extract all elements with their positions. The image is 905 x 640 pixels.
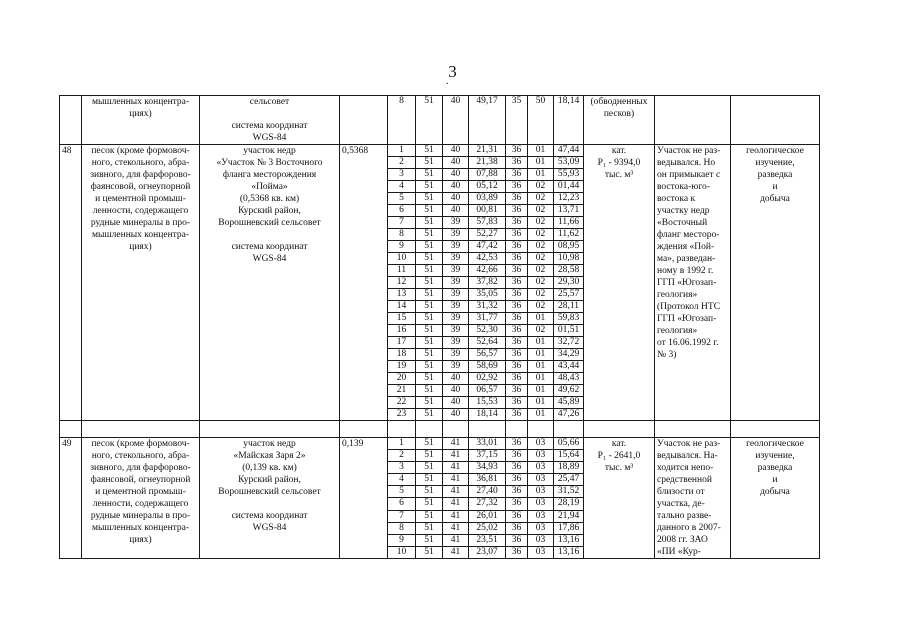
coordinate-value: 11,66 bbox=[554, 217, 584, 229]
entry-number-cell: 48 bbox=[60, 145, 82, 421]
coordinate-value: 40 bbox=[443, 385, 469, 397]
area-cell bbox=[340, 96, 388, 145]
point-number: 18 bbox=[388, 349, 416, 361]
spacer-cell bbox=[731, 421, 820, 438]
coordinate-value: 31,52 bbox=[554, 486, 584, 498]
mineral-cell-text: песок (кроме формовоч- ного, стекольного, абра- зивного, для фарфорово- фаянсовой, огнеупорной и цементной промыш- ленности, содержащего рудные минералы в про- мышленных концентра- циях) bbox=[90, 439, 191, 545]
reserves-cell bbox=[584, 438, 655, 559]
coordinate-value: 51 bbox=[416, 301, 443, 313]
coordinate-value: 21,94 bbox=[554, 510, 584, 522]
coordinate-value: 40 bbox=[443, 169, 469, 181]
coordinate-value: 10,98 bbox=[554, 253, 584, 265]
coordinate-value: 39 bbox=[443, 337, 469, 349]
point-number: 7 bbox=[388, 510, 416, 522]
coordinate-value: 39 bbox=[443, 301, 469, 313]
coordinate-value: 31,77 bbox=[469, 313, 506, 325]
spacer-cell bbox=[528, 421, 554, 438]
site-cell-text: участок недр «Участок № 3 Восточного фланга месторождения «Пойма» (0,5368 кв. км) Курский район, Ворошневский сельсовет система координат WGS-84 bbox=[216, 146, 323, 264]
spacer-cell bbox=[655, 421, 731, 438]
coordinate-value: 25,57 bbox=[554, 289, 584, 301]
table-row bbox=[60, 438, 820, 450]
coordinate-value: 03 bbox=[528, 498, 554, 510]
coordinate-value: 23,07 bbox=[469, 546, 506, 558]
coordinate-value: 36 bbox=[506, 181, 528, 193]
coordinate-value: 36 bbox=[506, 277, 528, 289]
coordinate-value: 51 bbox=[416, 373, 443, 385]
coordinate-value: 11,62 bbox=[554, 229, 584, 241]
coordinate-value: 08,95 bbox=[554, 241, 584, 253]
coordinate-value: 36 bbox=[506, 361, 528, 373]
point-number: 10 bbox=[388, 546, 416, 558]
spacer-cell bbox=[554, 421, 584, 438]
coordinate-value: 21,31 bbox=[469, 145, 506, 157]
coordinate-value: 56,57 bbox=[469, 349, 506, 361]
coordinate-value: 17,86 bbox=[554, 522, 584, 534]
coordinate-value: 51 bbox=[416, 337, 443, 349]
coordinate-value: 51 bbox=[416, 145, 443, 157]
coordinate-value: 36 bbox=[506, 450, 528, 462]
coordinate-value: 51 bbox=[416, 534, 443, 546]
point-number: 9 bbox=[388, 241, 416, 253]
coordinate-value: 36 bbox=[506, 253, 528, 265]
area-cell: 0,5368 bbox=[340, 145, 388, 421]
coordinate-value: 47,44 bbox=[554, 145, 584, 157]
coordinate-value: 37,82 bbox=[469, 277, 506, 289]
coordinate-value: 36 bbox=[506, 289, 528, 301]
coordinate-value: 03 bbox=[528, 522, 554, 534]
coordinate-value: 41 bbox=[443, 438, 469, 450]
coordinate-value: 40 bbox=[443, 96, 469, 145]
coordinate-value: 36 bbox=[506, 474, 528, 486]
coordinate-value: 51 bbox=[416, 361, 443, 373]
point-number: 10 bbox=[388, 253, 416, 265]
page-number: 3 bbox=[448, 62, 457, 81]
spacer-cell bbox=[443, 421, 469, 438]
coordinate-value: 39 bbox=[443, 277, 469, 289]
coordinate-value: 39 bbox=[443, 229, 469, 241]
coordinate-value: 51 bbox=[416, 486, 443, 498]
coordinate-value: 37,15 bbox=[469, 450, 506, 462]
coordinate-value: 23,51 bbox=[469, 534, 506, 546]
coordinate-value: 51 bbox=[416, 241, 443, 253]
spacer-cell bbox=[416, 421, 443, 438]
coordinate-value: 01 bbox=[528, 349, 554, 361]
site-cell bbox=[200, 96, 340, 145]
coordinate-value: 51 bbox=[416, 438, 443, 450]
table-row bbox=[60, 145, 820, 157]
point-number: 3 bbox=[388, 169, 416, 181]
point-number: 1 bbox=[388, 145, 416, 157]
point-number: 19 bbox=[388, 361, 416, 373]
site-cell bbox=[200, 145, 340, 421]
spacer-cell bbox=[469, 421, 506, 438]
mineral-cell bbox=[82, 96, 200, 145]
point-number: 5 bbox=[388, 193, 416, 205]
coordinate-value: 13,16 bbox=[554, 534, 584, 546]
coordinate-value: 39 bbox=[443, 241, 469, 253]
coordinate-value: 02 bbox=[528, 301, 554, 313]
spacer-cell bbox=[388, 421, 416, 438]
condition-cell-text: Участок не раз- ведывался. На- ходится непо- средственной близости от участка, де- тально разве- данного в 2007- 2008 гг. ЗАО «ПИ «Кур- bbox=[657, 439, 721, 557]
coordinate-value: 36 bbox=[506, 193, 528, 205]
coordinate-value: 02 bbox=[528, 241, 554, 253]
coordinate-value: 51 bbox=[416, 96, 443, 145]
coordinate-value: 36,81 bbox=[469, 474, 506, 486]
use-cell-text: геологическое изучение, разведка и добыча bbox=[746, 439, 804, 497]
coordinate-value: 12,23 bbox=[554, 193, 584, 205]
coordinate-value: 51 bbox=[416, 313, 443, 325]
coordinate-value: 01 bbox=[528, 361, 554, 373]
coordinate-value: 01 bbox=[528, 145, 554, 157]
coordinate-value: 02 bbox=[528, 265, 554, 277]
coordinate-value: 58,69 bbox=[469, 361, 506, 373]
spacer-cell bbox=[584, 421, 655, 438]
entry-number-cell: 49 bbox=[60, 438, 82, 559]
coordinate-value: 51 bbox=[416, 462, 443, 474]
coordinate-value: 27,32 bbox=[469, 498, 506, 510]
coordinate-value: 36 bbox=[506, 462, 528, 474]
reserves-cell bbox=[584, 145, 655, 421]
coordinate-value: 05,66 bbox=[554, 438, 584, 450]
coordinate-value: 51 bbox=[416, 474, 443, 486]
coordinate-value: 03 bbox=[528, 534, 554, 546]
coordinate-value: 51 bbox=[416, 498, 443, 510]
coordinate-value: 36 bbox=[506, 486, 528, 498]
coordinate-value: 03 bbox=[528, 510, 554, 522]
point-number: 23 bbox=[388, 409, 416, 421]
coordinate-value: 03 bbox=[528, 546, 554, 558]
mineral-cell bbox=[82, 145, 200, 421]
coordinate-value: 01 bbox=[528, 397, 554, 409]
coordinate-value: 00,81 bbox=[469, 205, 506, 217]
point-number: 15 bbox=[388, 313, 416, 325]
coordinate-value: 29,30 bbox=[554, 277, 584, 289]
coordinate-value: 01 bbox=[528, 409, 554, 421]
coordinate-value: 36 bbox=[506, 546, 528, 558]
point-number: 8 bbox=[388, 96, 416, 145]
coordinate-value: 52,64 bbox=[469, 337, 506, 349]
reserves-cell bbox=[584, 96, 655, 145]
point-number: 1 bbox=[388, 438, 416, 450]
coordinate-value: 41 bbox=[443, 534, 469, 546]
coordinate-value: 52,27 bbox=[469, 229, 506, 241]
coordinate-value: 26,01 bbox=[469, 510, 506, 522]
coordinate-value: 36 bbox=[506, 145, 528, 157]
coordinate-value: 39 bbox=[443, 253, 469, 265]
coordinate-value: 28,58 bbox=[554, 265, 584, 277]
coordinate-value: 36 bbox=[506, 385, 528, 397]
condition-cell bbox=[655, 96, 731, 145]
coordinate-value: 53,09 bbox=[554, 157, 584, 169]
reserves-cell-text: (обводненных песков) bbox=[590, 97, 648, 119]
entry-number-cell bbox=[60, 96, 82, 145]
coordinate-value: 39 bbox=[443, 289, 469, 301]
coordinate-value: 13,16 bbox=[554, 546, 584, 558]
coordinate-value: 41 bbox=[443, 498, 469, 510]
coordinate-value: 40 bbox=[443, 193, 469, 205]
coordinate-value: 51 bbox=[416, 181, 443, 193]
coordinate-value: 39 bbox=[443, 265, 469, 277]
point-number: 8 bbox=[388, 522, 416, 534]
coordinate-value: 51 bbox=[416, 325, 443, 337]
coordinate-value: 52,30 bbox=[469, 325, 506, 337]
page-mark: . bbox=[446, 76, 449, 87]
coordinate-value: 34,29 bbox=[554, 349, 584, 361]
point-number: 8 bbox=[388, 229, 416, 241]
coordinate-value: 03 bbox=[528, 486, 554, 498]
coordinate-value: 51 bbox=[416, 193, 443, 205]
area-cell: 0,139 bbox=[340, 438, 388, 559]
point-number: 4 bbox=[388, 474, 416, 486]
condition-cell bbox=[655, 438, 731, 559]
coordinate-value: 48,43 bbox=[554, 373, 584, 385]
spacer-cell bbox=[60, 421, 82, 438]
coordinate-value: 36 bbox=[506, 498, 528, 510]
coordinate-value: 51 bbox=[416, 349, 443, 361]
coordinate-value: 36 bbox=[506, 325, 528, 337]
coordinate-value: 02 bbox=[528, 253, 554, 265]
coordinate-value: 49,17 bbox=[469, 96, 506, 145]
coordinate-value: 51 bbox=[416, 157, 443, 169]
coordinate-value: 51 bbox=[416, 289, 443, 301]
coordinate-value: 51 bbox=[416, 205, 443, 217]
coordinate-value: 18,14 bbox=[554, 96, 584, 145]
coordinate-value: 01,44 bbox=[554, 181, 584, 193]
coordinate-value: 25,02 bbox=[469, 522, 506, 534]
coordinate-value: 49,62 bbox=[554, 385, 584, 397]
point-number: 6 bbox=[388, 205, 416, 217]
coordinate-value: 51 bbox=[416, 277, 443, 289]
coordinate-value: 57,83 bbox=[469, 217, 506, 229]
coordinate-value: 02,92 bbox=[469, 373, 506, 385]
coordinate-value: 40 bbox=[443, 373, 469, 385]
coordinate-value: 06,57 bbox=[469, 385, 506, 397]
mineral-cell bbox=[82, 438, 200, 559]
point-number: 17 bbox=[388, 337, 416, 349]
coordinate-value: 36 bbox=[506, 510, 528, 522]
coordinate-value: 51 bbox=[416, 217, 443, 229]
subsoil-register-table bbox=[59, 95, 820, 559]
site-cell-text: участок недр «Майская Заря 2» (0,139 кв. км) Курский район, Ворошневский сельсовет система координат WGS-84 bbox=[218, 439, 321, 533]
coordinate-value: 51 bbox=[416, 169, 443, 181]
point-number: 9 bbox=[388, 534, 416, 546]
coordinate-value: 43,44 bbox=[554, 361, 584, 373]
coordinate-value: 34,93 bbox=[469, 462, 506, 474]
coordinate-value: 51 bbox=[416, 450, 443, 462]
site-cell-text: сельсовет система координат WGS-84 bbox=[231, 97, 308, 143]
coordinate-value: 40 bbox=[443, 409, 469, 421]
point-number: 2 bbox=[388, 450, 416, 462]
coordinate-value: 02 bbox=[528, 205, 554, 217]
coordinate-value: 59,83 bbox=[554, 313, 584, 325]
coordinate-value: 03 bbox=[528, 462, 554, 474]
spacer-cell bbox=[506, 421, 528, 438]
coordinate-value: 51 bbox=[416, 265, 443, 277]
coordinate-value: 40 bbox=[443, 181, 469, 193]
point-number: 14 bbox=[388, 301, 416, 313]
coordinate-value: 36 bbox=[506, 397, 528, 409]
coordinate-value: 36 bbox=[506, 337, 528, 349]
coordinate-value: 40 bbox=[443, 397, 469, 409]
coordinate-value: 40 bbox=[443, 205, 469, 217]
coordinate-value: 51 bbox=[416, 385, 443, 397]
coordinate-value: 36 bbox=[506, 313, 528, 325]
point-number: 2 bbox=[388, 157, 416, 169]
coordinate-value: 41 bbox=[443, 486, 469, 498]
coordinate-value: 41 bbox=[443, 546, 469, 558]
coordinate-value: 03 bbox=[528, 474, 554, 486]
coordinate-value: 40 bbox=[443, 157, 469, 169]
mineral-cell-text: мышленных концентра- циях) bbox=[91, 97, 190, 119]
coordinate-value: 02 bbox=[528, 217, 554, 229]
coordinate-value: 51 bbox=[416, 397, 443, 409]
coordinate-value: 03 bbox=[528, 450, 554, 462]
coordinate-value: 02 bbox=[528, 289, 554, 301]
coordinate-value: 21,38 bbox=[469, 157, 506, 169]
coordinate-value: 42,53 bbox=[469, 253, 506, 265]
coordinate-value: 02 bbox=[528, 325, 554, 337]
coordinate-value: 31,32 bbox=[469, 301, 506, 313]
coordinate-value: 32,72 bbox=[554, 337, 584, 349]
coordinate-value: 01 bbox=[528, 373, 554, 385]
reserves-cell-text: кат. P₁ - 2641,0 тыс. м³ bbox=[597, 439, 641, 473]
coordinate-value: 36 bbox=[506, 169, 528, 181]
point-number: 3 bbox=[388, 462, 416, 474]
coordinate-value: 36 bbox=[506, 157, 528, 169]
coordinate-value: 39 bbox=[443, 313, 469, 325]
coordinate-value: 03 bbox=[528, 438, 554, 450]
continuation-row bbox=[60, 96, 820, 145]
coordinate-value: 01 bbox=[528, 313, 554, 325]
coordinate-value: 25,47 bbox=[554, 474, 584, 486]
coordinate-value: 36 bbox=[506, 229, 528, 241]
coordinate-value: 41 bbox=[443, 474, 469, 486]
spacer-cell bbox=[200, 421, 340, 438]
coordinate-value: 51 bbox=[416, 510, 443, 522]
point-number: 4 bbox=[388, 181, 416, 193]
coordinate-value: 39 bbox=[443, 361, 469, 373]
coordinate-value: 39 bbox=[443, 325, 469, 337]
coordinate-value: 01,51 bbox=[554, 325, 584, 337]
coordinate-value: 01 bbox=[528, 385, 554, 397]
point-number: 7 bbox=[388, 217, 416, 229]
coordinate-value: 40 bbox=[443, 145, 469, 157]
coordinate-value: 05,12 bbox=[469, 181, 506, 193]
coordinate-value: 51 bbox=[416, 546, 443, 558]
coordinate-value: 15,53 bbox=[469, 397, 506, 409]
coordinate-value: 41 bbox=[443, 450, 469, 462]
coordinate-value: 36 bbox=[506, 522, 528, 534]
coordinate-value: 36 bbox=[506, 438, 528, 450]
point-number: 22 bbox=[388, 397, 416, 409]
point-number: 6 bbox=[388, 498, 416, 510]
coordinate-value: 36 bbox=[506, 409, 528, 421]
point-number: 16 bbox=[388, 325, 416, 337]
point-number: 21 bbox=[388, 385, 416, 397]
point-number: 20 bbox=[388, 373, 416, 385]
coordinate-value: 01 bbox=[528, 157, 554, 169]
spacer-cell bbox=[82, 421, 200, 438]
condition-cell-text: Участок не раз- ведывался. Но он примыкает с востока-юго- востока к участку недр «Восточный фланг месторо- ждения «Пой- ма», разведан- ному в 1992 г. ГГП «Югозап- геология» (Протокол НТС ГГП «Югозап- геология» от 16.06.1992 г. № 3) bbox=[657, 146, 721, 360]
spacer-cell bbox=[340, 421, 388, 438]
coordinate-value: 36 bbox=[506, 265, 528, 277]
coordinate-value: 42,66 bbox=[469, 265, 506, 277]
reserves-cell-text: кат. P₁ - 9394,0 тыс. м³ bbox=[597, 146, 641, 180]
coordinate-value: 35,05 bbox=[469, 289, 506, 301]
coordinate-value: 02 bbox=[528, 181, 554, 193]
coordinate-value: 18,89 bbox=[554, 462, 584, 474]
coordinate-value: 28,19 bbox=[554, 498, 584, 510]
coordinate-value: 13,71 bbox=[554, 205, 584, 217]
coordinate-value: 01 bbox=[528, 337, 554, 349]
coordinate-value: 01 bbox=[528, 169, 554, 181]
coordinate-value: 02 bbox=[528, 277, 554, 289]
coordinate-value: 51 bbox=[416, 253, 443, 265]
use-cell bbox=[731, 96, 820, 145]
spacer-row bbox=[60, 421, 820, 438]
coordinate-value: 39 bbox=[443, 349, 469, 361]
coordinate-value: 02 bbox=[528, 193, 554, 205]
point-number: 5 bbox=[388, 486, 416, 498]
coordinate-value: 36 bbox=[506, 373, 528, 385]
coordinate-value: 47,26 bbox=[554, 409, 584, 421]
use-cell bbox=[731, 145, 820, 421]
coordinate-value: 50 bbox=[528, 96, 554, 145]
coordinate-value: 18,14 bbox=[469, 409, 506, 421]
point-number: 13 bbox=[388, 289, 416, 301]
coordinate-value: 36 bbox=[506, 301, 528, 313]
coordinate-value: 36 bbox=[506, 241, 528, 253]
coordinate-value: 36 bbox=[506, 534, 528, 546]
condition-cell bbox=[655, 145, 731, 421]
coordinate-value: 41 bbox=[443, 510, 469, 522]
coordinate-value: 51 bbox=[416, 409, 443, 421]
use-cell-text: геологическое изучение, разведка и добыча bbox=[746, 146, 804, 204]
coordinate-value: 55,93 bbox=[554, 169, 584, 181]
coordinate-value: 15,64 bbox=[554, 450, 584, 462]
coordinate-value: 36 bbox=[506, 349, 528, 361]
point-number: 11 bbox=[388, 265, 416, 277]
site-cell bbox=[200, 438, 340, 559]
point-number: 12 bbox=[388, 277, 416, 289]
coordinate-value: 03,89 bbox=[469, 193, 506, 205]
mineral-cell-text: песок (кроме формовоч- ного, стекольного, абра- зивного, для фарфорово- фаянсовой, огнеупорной и цементной промыш- ленности, содержащего рудные минералы в про- мышленных концентра- циях) bbox=[90, 146, 191, 252]
coordinate-value: 39 bbox=[443, 217, 469, 229]
coordinate-value: 28,11 bbox=[554, 301, 584, 313]
use-cell bbox=[731, 438, 820, 559]
coordinate-value: 51 bbox=[416, 229, 443, 241]
coordinate-value: 36 bbox=[506, 217, 528, 229]
coordinate-value: 02 bbox=[528, 229, 554, 241]
coordinate-value: 36 bbox=[506, 205, 528, 217]
coordinate-value: 45,89 bbox=[554, 397, 584, 409]
coordinate-value: 41 bbox=[443, 522, 469, 534]
coordinate-value: 35 bbox=[506, 96, 528, 145]
coordinate-value: 51 bbox=[416, 522, 443, 534]
coordinate-value: 27,40 bbox=[469, 486, 506, 498]
coordinate-value: 07,88 bbox=[469, 169, 506, 181]
coordinate-value: 33,01 bbox=[469, 438, 506, 450]
coordinate-value: 41 bbox=[443, 462, 469, 474]
coordinate-value: 47,42 bbox=[469, 241, 506, 253]
